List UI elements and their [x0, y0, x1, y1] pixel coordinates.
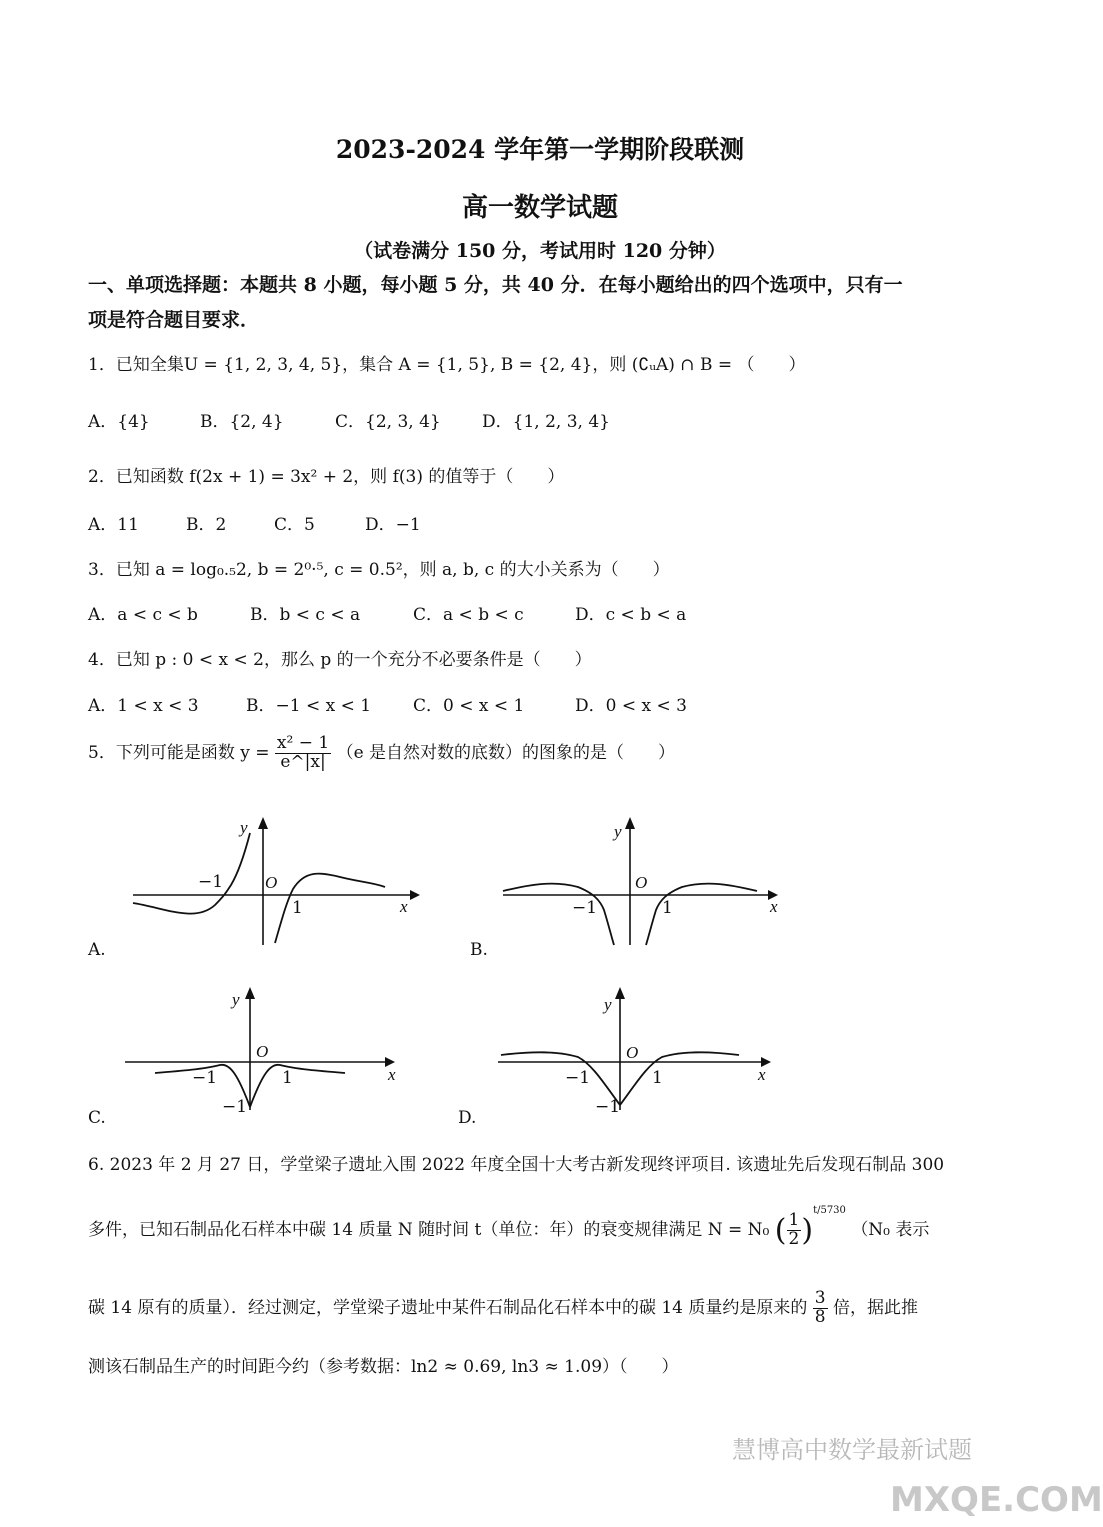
graph-d-y-arrow [615, 987, 625, 999]
q3-option-c: C．a < b < c [413, 605, 524, 625]
q1-option-b: B．{2, 4} [200, 412, 284, 432]
graph-b-y-arrow [625, 817, 635, 829]
graph-d-x-label: x [758, 1065, 766, 1084]
graph-c-origin-label: O [256, 1042, 269, 1061]
graph-d-origin-label: O [626, 1043, 639, 1062]
graph-a-x-label: x [400, 897, 408, 916]
graph-c-y-arrow [245, 987, 255, 999]
graph-b-curve-left [503, 884, 614, 945]
q3-option-a: A．a < c < b [88, 605, 198, 625]
q4-option-d: D．0 < x < 3 [575, 696, 687, 716]
graph-c-neg1-label: −1 [192, 1068, 218, 1088]
q6-paren-close: ) [801, 1213, 814, 1248]
graph-d-neg1-label: −1 [565, 1068, 591, 1088]
exam-subtitle: 高一数学试题 [461, 193, 618, 223]
q6-line3-tail: 倍，据此推 [833, 1297, 919, 1318]
q5-stem-suffix: （e 是自然对数的底数）的图象的是（ ） [336, 742, 676, 763]
q6-line4: 测该石制品生产的时间距今约（参考数据：ln2 ≈ 0.69, ln3 ≈ 1.09）（ ） [88, 1357, 679, 1377]
graph-b-pos1-label: 1 [662, 898, 673, 918]
graph-a-curve-left [133, 833, 250, 914]
graph-a-origin-label: O [265, 873, 278, 892]
q2-option-a: A．11 [88, 515, 139, 535]
q6-line2-tail: （N₀ 表示 [851, 1220, 930, 1240]
q1-option-c: C．{2, 3, 4} [335, 412, 441, 432]
q4-option-b: B．−1 < x < 1 [246, 696, 372, 716]
graph-d-min-label: −1 [595, 1097, 621, 1117]
q6-line3-text: 碳 14 原有的质量）．经过测定，学堂梁子遗址中某件石制品化石样本中的碳 14 质量约是原来的 [88, 1297, 808, 1318]
q6-line3 [88, 1290, 918, 1327]
q3-option-b: B．b < c < a [250, 605, 361, 625]
graph-b-x-label: x [770, 897, 778, 916]
q6-half-fraction [787, 1212, 802, 1249]
q2-option-d: D．−1 [365, 515, 421, 535]
section-heading-line2: 项是符合题目要求． [88, 309, 260, 331]
q6-line2 [88, 1205, 929, 1249]
graph-d-pos1-label: 1 [652, 1068, 663, 1088]
q6-paren-open: ( [774, 1213, 787, 1248]
q2-option-b: B．2 [186, 515, 227, 535]
q4-option-a: A．1 < x < 3 [88, 696, 199, 716]
graph-b-origin-label: O [635, 873, 648, 892]
graph-d-y-label: y [604, 995, 612, 1014]
q5-fraction-numerator: x² − 1 [276, 733, 330, 753]
q6-half-den: 2 [788, 1229, 800, 1249]
q3-stem: 3．已知 a = log₀.₅2, b = 2⁰·⁵, c = 0.5²，则 a, b, c 的大小关系为（ ） [88, 560, 670, 580]
q6-ratio-fraction [813, 1290, 828, 1327]
graph-a-y-label: y [240, 818, 248, 837]
q5-option-d: D. [458, 1108, 477, 1128]
graph-a-pos1-label: 1 [292, 898, 303, 918]
graph-c-x-label: x [388, 1065, 396, 1084]
q4-option-c: C．0 < x < 1 [413, 696, 525, 716]
watermark-site: MXQE.COM [890, 1480, 1103, 1520]
section-heading-line1: 一、单项选择题：本题共 8 小题，每小题 5 分，共 40 分．在每小题给出的四个选项中，只有一 [88, 274, 903, 296]
graph-b-y-label: y [614, 822, 622, 841]
q1-option-d: D．{1, 2, 3, 4} [482, 412, 610, 432]
q6-half-num: 1 [788, 1210, 800, 1231]
exam-note: （试卷满分 150 分，考试用时 120 分钟） [354, 240, 726, 262]
q5-fraction-denominator: e^|x| [280, 751, 326, 772]
q6-ratio-den: 8 [814, 1306, 826, 1327]
q4-stem: 4．已知 p : 0 < x < 2，那么 p 的一个充分不必要条件是（ ） [88, 650, 592, 670]
graph-c-y-label: y [232, 990, 240, 1009]
graph-c-pos1-label: 1 [282, 1068, 293, 1088]
q5-option-b: B. [470, 940, 488, 960]
q5-fraction [275, 735, 331, 772]
q5-option-c: C. [88, 1108, 106, 1128]
graph-c-curve-right [250, 1065, 345, 1107]
q5-stem [88, 735, 675, 772]
graph-a-y-arrow [258, 817, 268, 829]
q1-stem: 1．已知全集U = {1, 2, 3, 4, 5}，集合 A = {1, 5}, B = {2, 4}，则 (∁ᵤA) ∩ B = （ ） [88, 355, 806, 375]
watermark-text: 慧博高中数学最新试题 [732, 1436, 972, 1464]
graph-c-min-label: −1 [222, 1097, 248, 1117]
q2-stem: 2．已知函数 f(2x + 1) = 3x² + 2，则 f(3) 的值等于（ ） [88, 467, 565, 487]
graph-a-neg1-label: −1 [198, 872, 224, 892]
q1-option-a: A．{4} [88, 412, 150, 432]
q6-line1: 6. 2023 年 2 月 27 日，学堂梁子遗址入围 2022 年度全国十大考古新发现终评项目. 该遗址先后发现石制品 300 [88, 1155, 945, 1175]
q5-stem-prefix: 5．下列可能是函数 y = [88, 742, 270, 763]
graph-b-neg1-label: −1 [572, 898, 598, 918]
exam-title: 2023-2024 学年第一学期阶段联测 [335, 135, 745, 164]
graph-a-x-arrow [410, 890, 420, 900]
q6-exponent: t/5730 [813, 1205, 846, 1216]
q6-line2-text: 多件，已知石制品化石样本中碳 14 质量 N 随时间 t（单位：年）的衰变规律满足 N = N₀ [88, 1220, 770, 1240]
q6-ratio-num: 3 [814, 1288, 826, 1308]
q3-option-d: D．c < b < a [575, 605, 687, 625]
q2-option-c: C．5 [274, 515, 315, 535]
q5-option-a: A. [88, 940, 106, 960]
